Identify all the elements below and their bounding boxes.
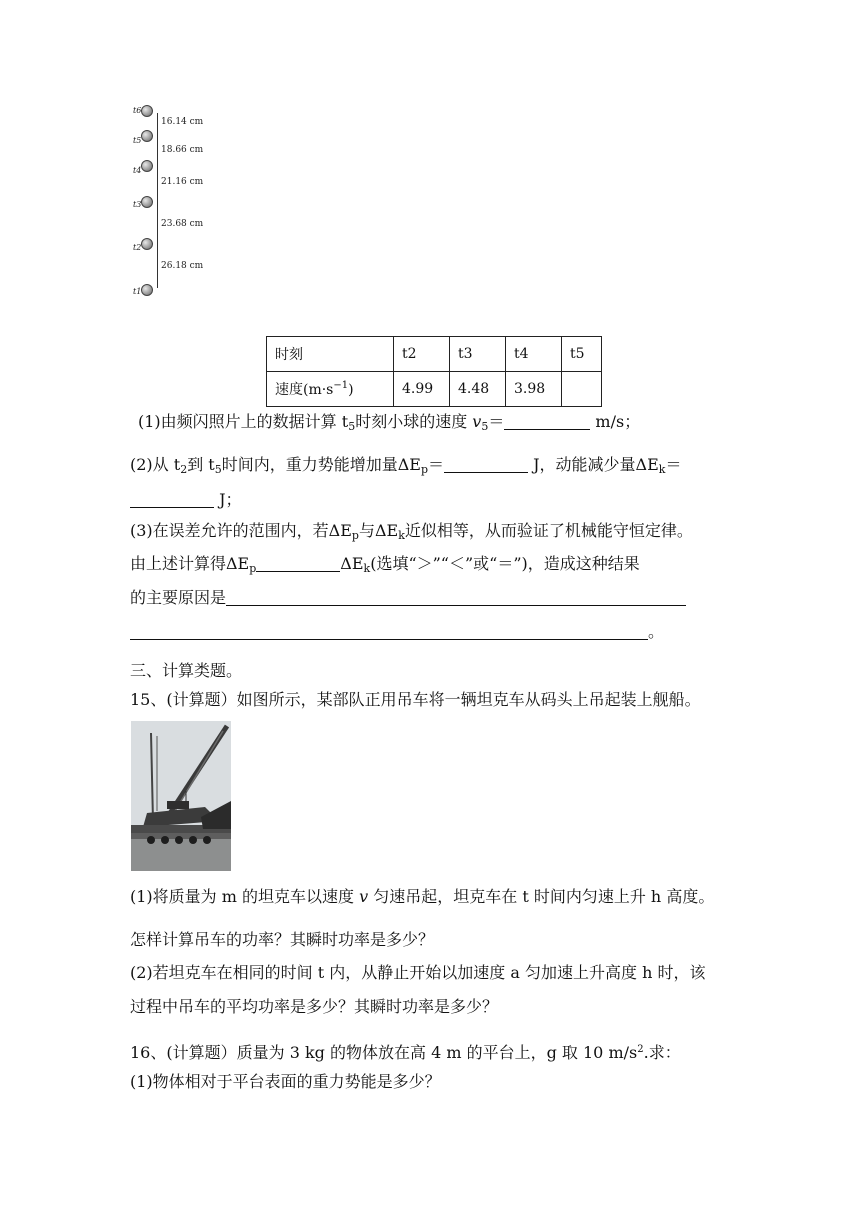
q14-part3-line2 [130, 553, 640, 580]
text: 2 [180, 463, 188, 476]
crane-lifting-tank-photo [131, 721, 231, 871]
velocity-table [266, 336, 602, 407]
ball-t6 [141, 105, 153, 117]
text: m/s； [590, 412, 641, 431]
text: 的主要原因是 [130, 588, 227, 607]
time-label: t3 [133, 200, 142, 209]
table-cell [562, 372, 602, 407]
table-row [267, 372, 602, 407]
answer-blank[interactable] [256, 555, 340, 572]
text: ＝ [665, 455, 682, 474]
q15-part1-line2: 怎样计算吊车的功率？其瞬时功率是多少？ [130, 930, 435, 949]
q14-part1 [138, 411, 640, 438]
section-heading: 三、计算类题。 [130, 661, 243, 680]
text: ＝ [488, 412, 505, 431]
text: k [658, 463, 666, 476]
distance-label: 16.14 cm [161, 117, 204, 127]
answer-blank[interactable] [504, 413, 590, 430]
ball-t2 [141, 238, 153, 250]
time-label: t6 [133, 106, 142, 115]
table-cell: 3.98 [506, 372, 562, 407]
q14-part2 [130, 454, 681, 481]
ball-t5 [141, 130, 153, 142]
text: v [472, 412, 482, 431]
text: k [398, 529, 405, 542]
distance-label: 23.68 cm [161, 219, 204, 229]
ball-t1 [141, 284, 153, 296]
text: p [249, 562, 257, 575]
text: (2)从 t [130, 455, 181, 474]
table-cell: t3 [450, 337, 506, 372]
table-cell: t5 [562, 337, 602, 372]
q14-part2-cont [130, 489, 242, 511]
text: 16、(计算题）质量为 3 kg 的物体放在高 4 m 的平台上，g 取 10 m/s [130, 1043, 638, 1062]
answer-blank[interactable] [130, 623, 648, 640]
q15-part2-line2: 过程中吊车的平均功率是多少？其瞬时功率是多少？ [130, 997, 499, 1016]
measure-line [157, 113, 158, 288]
text: v [359, 887, 369, 906]
text: 到 t [187, 455, 215, 474]
text: 与ΔE [358, 521, 399, 540]
text: 时间内，重力势能增加量ΔE [221, 455, 421, 474]
text: 。 [648, 622, 665, 641]
crane-photo-illustration [131, 721, 231, 871]
q14-part3-line4 [130, 621, 664, 643]
time-label: t1 [133, 287, 142, 296]
table-cell: 4.48 [450, 372, 506, 407]
cell-text: 速度(m·s [275, 382, 334, 398]
text: J，动能减少量ΔE [528, 455, 659, 474]
text: 2 [637, 1044, 644, 1055]
text: 时刻小球的速度 [355, 412, 473, 431]
distance-label: 21.16 cm [161, 177, 204, 187]
cell-text: ) [348, 382, 354, 398]
text: (选填“＞”“＜”或“＝”)，造成这种结果 [370, 554, 640, 573]
text: 由上述计算得ΔE [130, 554, 250, 573]
text: (3)在误差允许的范围内，若ΔE [130, 521, 352, 540]
q16-part1: (1)物体相对于平台表面的重力势能是多少？ [130, 1072, 441, 1091]
answer-blank[interactable] [130, 491, 214, 508]
distance-label: 18.66 cm [161, 145, 204, 155]
table-cell: 4.99 [394, 372, 450, 407]
time-label: t5 [133, 136, 142, 145]
q15-title: 15、(计算题）如图所示，某部队正用吊车将一辆坦克车从码头上吊起装上舰船。 [130, 690, 701, 709]
text: 5 [214, 463, 222, 476]
table-row [267, 337, 602, 372]
q16-title [130, 1039, 681, 1064]
time-label: t2 [133, 243, 142, 252]
text: p [420, 463, 429, 476]
q15-part1-line1 [130, 886, 714, 908]
cell-text: −1 [333, 380, 349, 391]
text: ΔE [340, 554, 364, 573]
table-cell: 时刻 [267, 337, 394, 372]
time-label: t4 [133, 166, 142, 175]
answer-blank[interactable] [444, 456, 528, 473]
text: (1)将质量为 m 的坦克车以速度 [130, 887, 360, 906]
q15-part2-line1: (2)若坦克车在相同的时间 t 内，从静止开始以加速度 a 匀加速上升高度 h 时，该 [130, 963, 706, 982]
ball-t3 [141, 196, 153, 208]
text: 近似相等，从而验证了机械能守恒定律。 [404, 521, 693, 540]
text: p [351, 529, 359, 542]
text: (1)由频闪照片上的数据计算 t [138, 412, 349, 431]
text: .求： [643, 1043, 681, 1062]
ball-t4 [141, 160, 153, 172]
text: J； [214, 490, 242, 509]
table-cell [267, 372, 394, 407]
text: ＝ [428, 455, 445, 474]
text: 5 [481, 420, 489, 433]
text: 5 [348, 420, 356, 433]
text: 匀速吊起，坦克车在 t 时间内匀速上升 h 高度。 [368, 887, 715, 906]
text: k [363, 562, 371, 575]
q14-part3-line3 [130, 587, 686, 609]
q14-part3-line1 [130, 520, 693, 547]
table-cell: t4 [506, 337, 562, 372]
distance-label: 26.18 cm [161, 261, 204, 271]
answer-blank[interactable] [226, 589, 686, 606]
table-cell: t2 [394, 337, 450, 372]
